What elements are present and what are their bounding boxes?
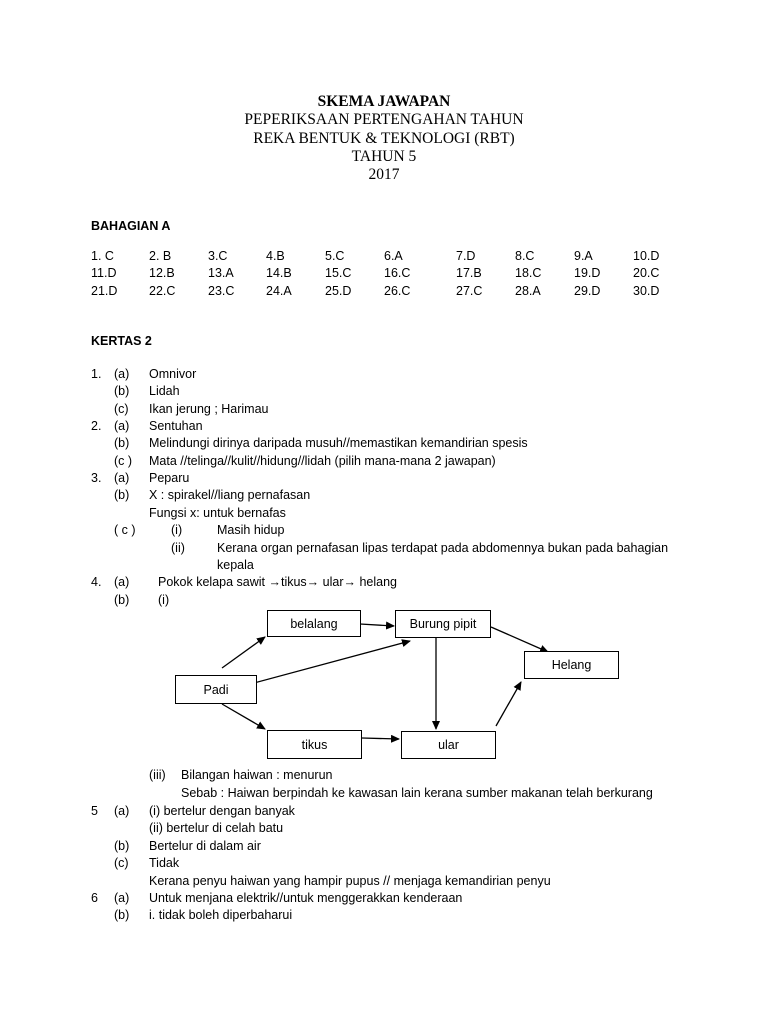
answer-cell: 11.D bbox=[91, 266, 117, 280]
q2-c-label: (c ) bbox=[114, 454, 133, 468]
q3-c-ii-answer-cont: kepala bbox=[217, 558, 254, 572]
answer-cell: 24.A bbox=[266, 284, 292, 298]
answer-cell: 3.C bbox=[208, 249, 228, 263]
q1-number: 1. bbox=[91, 367, 102, 381]
q6-a-answer: Untuk menjana elektrik//untuk menggerakkan kenderaan bbox=[149, 891, 463, 905]
q5-c-label: (c) bbox=[114, 856, 129, 870]
document-title: SKEMA JAWAPAN bbox=[317, 93, 451, 110]
answer-cell: 30.D bbox=[633, 284, 660, 298]
q2-a-answer: Sentuhan bbox=[149, 419, 203, 433]
q1-b-answer: Lidah bbox=[149, 384, 180, 398]
answer-cell: 27.C bbox=[456, 284, 483, 298]
answer-cell: 12.B bbox=[149, 266, 175, 280]
answer-cell: 8.C bbox=[515, 249, 535, 263]
answer-cell: 26.C bbox=[384, 284, 411, 298]
q4-number: 4. bbox=[91, 575, 102, 589]
q3-b-function: Fungsi x: untuk bernafas bbox=[149, 506, 286, 520]
q4-iii-answer: Bilangan haiwan : menurun bbox=[181, 768, 333, 782]
q5-b-answer: Bertelur di dalam air bbox=[149, 839, 261, 853]
q5-a-answer-i: (i) bertelur dengan banyak bbox=[149, 804, 295, 818]
q2-a-label: (a) bbox=[114, 419, 130, 433]
q4-a-food-chain: Pokok kelapa sawit →tikus→ ular→ helang bbox=[158, 575, 398, 589]
q5-b-label: (b) bbox=[114, 839, 130, 853]
answer-cell: 18.C bbox=[515, 266, 542, 280]
node-tikus: tikus bbox=[267, 730, 362, 759]
arrow-burung-helang bbox=[491, 627, 548, 652]
year-level: TAHUN 5 bbox=[351, 148, 417, 165]
q4-b-label: (b) bbox=[114, 593, 130, 607]
answer-cell: 9.A bbox=[574, 249, 593, 263]
q4-a-label: (a) bbox=[114, 575, 130, 589]
answer-cell: 10.D bbox=[633, 249, 660, 263]
answer-cell: 28.A bbox=[515, 284, 541, 298]
answer-cell: 25.D bbox=[325, 284, 352, 298]
arrow-belalang-burung bbox=[360, 624, 394, 626]
subject-name: REKA BENTUK & TEKNOLOGI (RBT) bbox=[253, 130, 515, 147]
q3-a-answer: Peparu bbox=[149, 471, 190, 485]
q1-c-answer: Ikan jerung ; Harimau bbox=[149, 402, 269, 416]
answer-cell: 17.B bbox=[456, 266, 482, 280]
q3-c-i-answer: Masih hidup bbox=[217, 523, 285, 537]
q3-number: 3. bbox=[91, 471, 102, 485]
section-a-heading: BAHAGIAN A bbox=[91, 219, 171, 233]
answer-cell: 19.D bbox=[574, 266, 601, 280]
q2-b-label: (b) bbox=[114, 436, 130, 450]
node-ular: ular bbox=[401, 731, 496, 759]
answer-cell: 22.C bbox=[149, 284, 176, 298]
answer-cell: 1. C bbox=[91, 249, 114, 263]
q3-c-i-label: (i) bbox=[171, 523, 183, 537]
node-padi: Padi bbox=[175, 675, 257, 704]
answer-cell: 29.D bbox=[574, 284, 601, 298]
node-belalang: belalang bbox=[267, 610, 361, 637]
q4-b-i-label: (i) bbox=[158, 593, 170, 607]
answer-cell: 2. B bbox=[149, 249, 172, 263]
q5-number: 5 bbox=[91, 804, 98, 818]
answer-cell: 7.D bbox=[456, 249, 476, 263]
answer-cell: 20.C bbox=[633, 266, 660, 280]
exam-name: PEPERIKSAAN PERTENGAHAN TAHUN bbox=[244, 111, 524, 128]
arrow-ular-helang bbox=[496, 682, 521, 726]
answer-cell: 5.C bbox=[325, 249, 345, 263]
q5-a-answer-ii: (ii) bertelur di celah batu bbox=[149, 821, 284, 835]
q1-a-label: (a) bbox=[114, 367, 130, 381]
q1-a-answer: Omnivor bbox=[149, 367, 197, 381]
q5-c-reason: Kerana penyu haiwan yang hampir pupus // menjaga kemandirian penyu bbox=[149, 874, 551, 888]
q4-iii-label: (iii) bbox=[149, 768, 166, 782]
q3-b-label: (b) bbox=[114, 488, 130, 502]
q5-a-label: (a) bbox=[114, 804, 130, 818]
q6-b-label: (b) bbox=[114, 908, 130, 922]
answer-cell: 16.C bbox=[384, 266, 411, 280]
q3-b-answer: X : spirakel//liang pernafasan bbox=[149, 488, 311, 502]
answer-cell: 14.B bbox=[266, 266, 292, 280]
q3-c-ii-label: (ii) bbox=[171, 541, 185, 555]
q6-a-label: (a) bbox=[114, 891, 130, 905]
node-burung-pipit: Burung pipit bbox=[395, 610, 491, 638]
q2-number: 2. bbox=[91, 419, 102, 433]
answer-cell: 13.A bbox=[208, 266, 234, 280]
q6-b-answer: i. tidak boleh diperbaharui bbox=[149, 908, 293, 922]
q2-b-answer: Melindungi dirinya daripada musuh//memastikan kemandirian spesis bbox=[149, 436, 528, 450]
section-kertas2-heading: KERTAS 2 bbox=[91, 334, 152, 348]
answer-cell: 6.A bbox=[384, 249, 403, 263]
answer-cell: 23.C bbox=[208, 284, 235, 298]
node-helang: Helang bbox=[524, 651, 619, 679]
q3-a-label: (a) bbox=[114, 471, 130, 485]
q6-number: 6 bbox=[91, 891, 98, 905]
arrow-tikus-ular bbox=[362, 738, 399, 739]
q3-c-label: ( c ) bbox=[114, 523, 136, 537]
answer-cell: 21.D bbox=[91, 284, 118, 298]
answer-cell: 4.B bbox=[266, 249, 285, 263]
q4-iii-reason: Sebab : Haiwan berpindah ke kawasan lain kerana sumber makanan telah berkurang bbox=[181, 786, 653, 800]
exam-year: 2017 bbox=[368, 166, 400, 183]
arrow-padi-tikus bbox=[222, 704, 265, 729]
q3-c-ii-answer: Kerana organ pernafasan lipas terdapat pada abdomennya bukan pada bahagian bbox=[217, 541, 669, 555]
arrow-padi-belalang bbox=[222, 637, 265, 668]
answer-cell: 15.C bbox=[325, 266, 352, 280]
q1-c-label: (c) bbox=[114, 402, 129, 416]
q1-b-label: (b) bbox=[114, 384, 130, 398]
q5-c-answer: Tidak bbox=[149, 856, 180, 870]
q2-c-answer: Mata //telinga//kulit//hidung//lidah (pilih mana-mana 2 jawapan) bbox=[149, 454, 496, 468]
